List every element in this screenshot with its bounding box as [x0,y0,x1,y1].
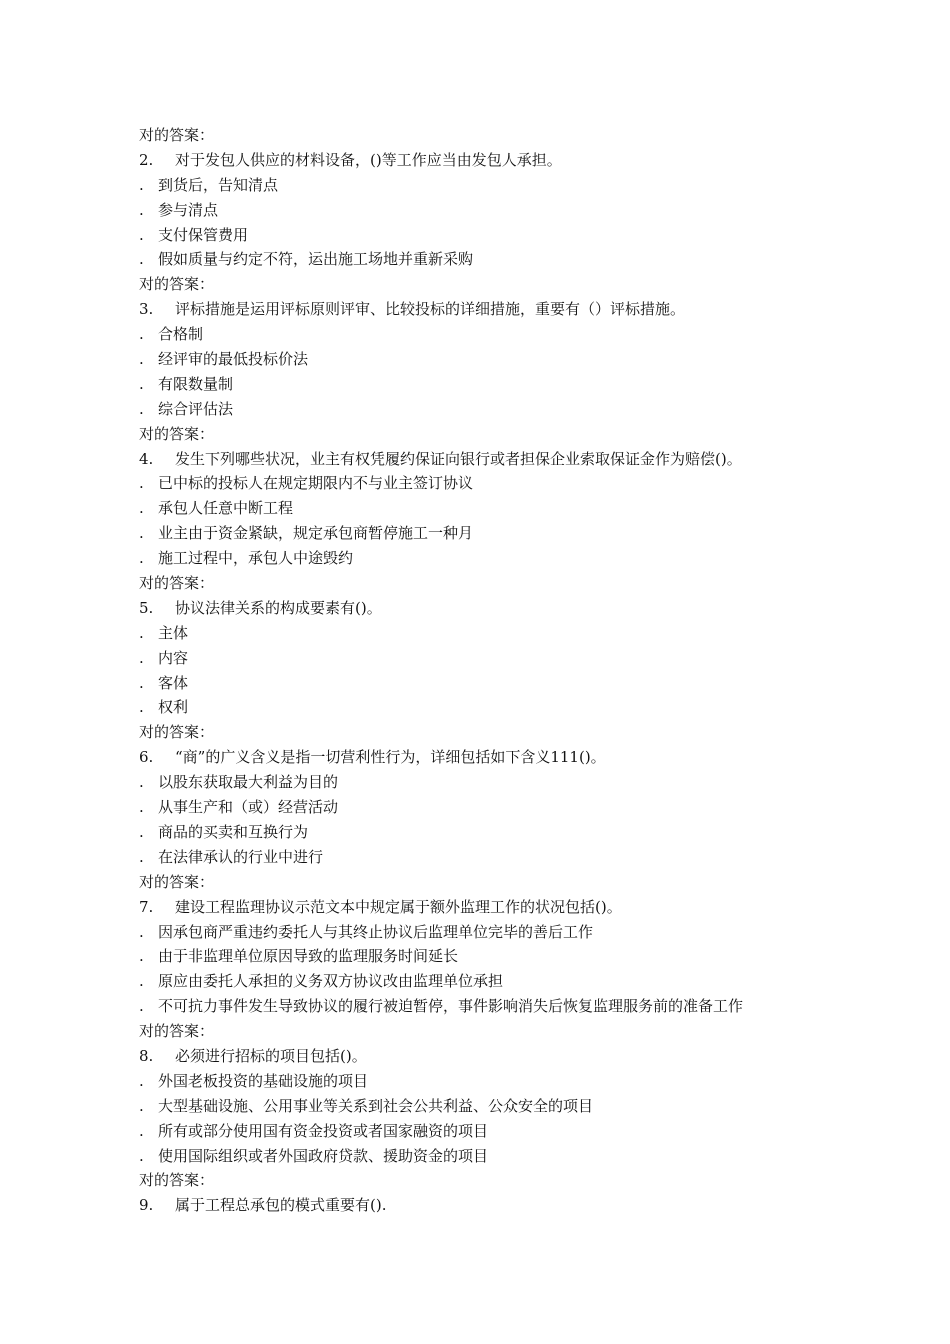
question-stem [139,297,839,322]
option-text: 支付保管费用 [158,225,249,244]
option-marker: . [139,922,144,941]
answer-label: 对的答案： [139,275,215,294]
option-item [139,347,839,372]
option-text: 内容 [158,648,189,667]
question-number: 4. [139,449,154,468]
option-text: 参与清点 [158,200,219,219]
option-text: 业主由于资金紧缺，规定承包商暂停施工一种月 [158,524,474,543]
option-text: 大型基础设施、公用事业等关系到社会公共利益、公众安全的项目 [158,1096,594,1115]
option-text: 权利 [158,698,189,717]
option-text: 因承包商严重违约委托人与其终止协议后监理单位完毕的善后工作 [158,922,594,941]
option-item [139,671,839,696]
option-item [139,621,839,646]
option-marker: . [139,175,144,194]
option-marker: . [139,399,144,418]
option-item [139,546,839,571]
answer-label: 对的答案： [139,424,215,443]
question-text: 对于发包人供应的材料设备，()等工作应当由发包人承担。 [175,150,562,169]
option-text: 有限数量制 [158,374,234,393]
question-number: 2. [139,150,154,169]
option-text: 主体 [158,623,189,642]
question-text: 协议法律关系的构成要素有()。 [175,598,382,617]
question-stem [139,1193,839,1218]
answer-label: 对的答案： [139,723,215,742]
option-item [139,770,839,795]
question-number: 7. [139,897,154,916]
question-text: 建设工程监理协议示范文本中规定属于额外监理工作的状况包括()。 [175,897,622,916]
option-text: 以股东获取最大利益为目的 [158,773,339,792]
question-stem [139,148,839,173]
question-list [139,123,839,1218]
question-stem [139,745,839,770]
question-text: 评标措施是运用评标原则评审、比较投标的详细措施，重要有（）评标措施。 [175,300,686,319]
option-marker: . [139,1121,144,1140]
option-marker: . [139,623,144,642]
option-item [139,521,839,546]
option-text: 合格制 [158,325,204,344]
question-stem [139,1044,839,1069]
option-marker: . [139,350,144,369]
option-text: 施工过程中，承包人中途毁约 [158,549,354,568]
option-text: 客体 [158,673,189,692]
option-item [139,969,839,994]
option-text: 原应由委托人承担的义务双方协议改由监理单位承担 [158,972,504,991]
option-item [139,1119,839,1144]
option-marker: . [139,798,144,817]
option-marker: . [139,499,144,518]
option-marker: . [139,673,144,692]
question-stem [139,447,839,472]
option-marker: . [139,947,144,966]
question-stem [139,895,839,920]
option-item [139,1094,839,1119]
option-item [139,820,839,845]
option-marker: . [139,325,144,344]
option-text: 综合评估法 [158,399,234,418]
option-marker: . [139,997,144,1016]
question-text: 属于工程总承包的模式重要有(). [175,1196,387,1215]
option-item [139,1069,839,1094]
option-item [139,173,839,198]
option-text: 假如质量与约定不符，运出施工场地并重新采购 [158,250,474,269]
option-marker: . [139,225,144,244]
question-text: 发生下列哪些状况，业主有权凭履约保证向银行或者担保企业索取保证金作为赔偿()。 [175,449,742,468]
question-number: 8. [139,1046,154,1065]
question-text: “商”的广义含义是指一切营利性行为，详细包括如下含义111()。 [175,748,606,767]
option-text: 承包人任意中断工程 [158,499,294,518]
option-text: 不可抗力事件发生导致协议的履行被迫暂停，事件影响消失后恢复监理服务前的准备工作 [158,997,744,1016]
option-item [139,198,839,223]
option-item [139,223,839,248]
option-text: 在法律承认的行业中进行 [158,847,324,866]
option-item [139,920,839,945]
option-marker: . [139,773,144,792]
answer-label: 对的答案： [139,126,215,144]
option-item [139,994,839,1019]
option-marker: . [139,549,144,568]
option-marker: . [139,250,144,269]
option-item [139,1144,839,1169]
question-number: 5. [139,598,154,617]
option-text: 所有或部分使用国有资金投资或者国家融资的项目 [158,1121,489,1140]
option-item [139,944,839,969]
option-marker: . [139,698,144,717]
option-item [139,646,839,671]
question-stem [139,596,839,621]
option-text: 到货后，告知清点 [158,175,279,194]
answer-label: 对的答案： [139,1171,215,1190]
question-number: 9. [139,1196,154,1215]
option-item [139,322,839,347]
option-marker: . [139,822,144,841]
option-text: 经评审的最低投标价法 [158,350,309,369]
option-marker: . [139,648,144,667]
option-text: 商品的买卖和互换行为 [158,822,309,841]
option-text: 已中标的投标人在规定期限内不与业主签订协议 [158,474,474,493]
option-item [139,496,839,521]
question-text: 必须进行招标的项目包括()。 [175,1046,367,1065]
option-marker: . [139,847,144,866]
option-marker: . [139,524,144,543]
option-marker: . [139,1071,144,1090]
option-text: 由于非监理单位原因导致的监理服务时间延长 [158,947,459,966]
answer-label: 对的答案： [139,1022,215,1041]
option-item [139,372,839,397]
question-number: 3. [139,300,154,319]
option-marker: . [139,474,144,493]
option-item [139,845,839,870]
answer-label: 对的答案： [139,872,215,891]
option-marker: . [139,374,144,393]
option-item [139,695,839,720]
option-marker: . [139,972,144,991]
option-item [139,795,839,820]
option-text: 使用国际组织或者外国政府贷款、援助资金的项目 [158,1146,489,1165]
option-item [139,471,839,496]
option-text: 外国老板投资的基础设施的项目 [158,1071,369,1090]
question-number: 6. [139,748,154,767]
option-item [139,247,839,272]
option-item [139,397,839,422]
option-marker: . [139,1096,144,1115]
option-text: 从事生产和（或）经营活动 [158,798,339,817]
option-marker: . [139,1146,144,1165]
option-marker: . [139,200,144,219]
answer-label: 对的答案： [139,574,215,593]
